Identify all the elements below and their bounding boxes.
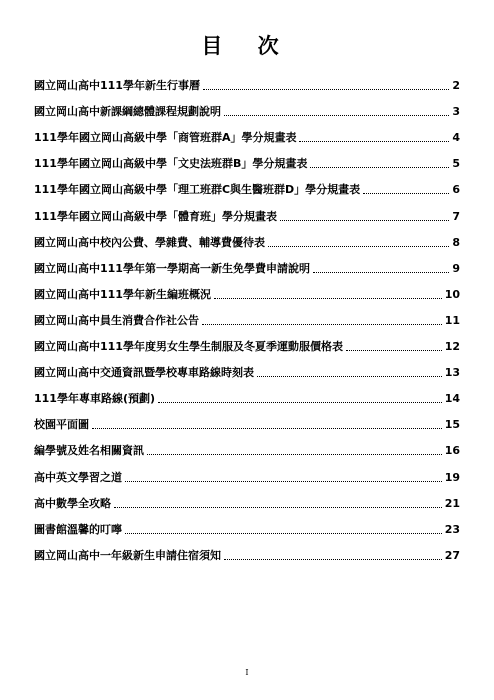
toc-entry[interactable] bbox=[34, 432, 460, 458]
dot-leader bbox=[363, 193, 449, 194]
dot-leader bbox=[147, 454, 442, 455]
toc-entry-label: 國立岡山高中111學年新生行事曆 bbox=[34, 79, 200, 93]
toc-entry[interactable] bbox=[34, 197, 460, 223]
toc-entry-page-number: 2 bbox=[452, 79, 460, 93]
toc-entry-label: 111學年國立岡山高級中學「體育班」學分規畫表 bbox=[34, 209, 277, 223]
toc-entry-label: 國立岡山高中校內公費、學雜費、輔導費優待表 bbox=[34, 235, 265, 249]
dot-leader bbox=[299, 141, 449, 142]
toc-entry-label: 國立岡山高中新課綱總體課程規劃說明 bbox=[34, 105, 221, 119]
toc-entry[interactable] bbox=[34, 458, 460, 484]
toc-entry-page-number: 10 bbox=[444, 287, 460, 301]
dot-leader bbox=[224, 559, 442, 560]
toc-entry-page-number: 27 bbox=[444, 548, 460, 562]
toc-entry[interactable] bbox=[34, 145, 460, 171]
toc-entry[interactable] bbox=[34, 119, 460, 145]
dot-leader bbox=[214, 298, 442, 299]
dot-leader bbox=[268, 246, 449, 247]
toc-entry-page-number: 4 bbox=[452, 131, 460, 145]
toc-entry-page-number: 19 bbox=[444, 470, 460, 484]
toc-entry-label: 國立岡山高中交通資訊暨學校專車路線時刻表 bbox=[34, 366, 254, 380]
toc-entry-page-number: 12 bbox=[444, 340, 460, 354]
toc-entry[interactable] bbox=[34, 276, 460, 302]
toc-entry-label: 111學年國立岡山高級中學「文史法班群B」學分規畫表 bbox=[34, 157, 308, 171]
dot-leader bbox=[310, 167, 449, 168]
toc-entry[interactable] bbox=[34, 302, 460, 328]
dot-leader bbox=[346, 350, 442, 351]
toc-entry-page-number: 9 bbox=[452, 261, 460, 275]
toc-entry-label: 國立岡山高中111學年新生編班概況 bbox=[34, 287, 211, 301]
toc-entry-page-number: 3 bbox=[452, 105, 460, 119]
toc-entry[interactable] bbox=[34, 224, 460, 250]
toc-entry-label: 111學年國立岡山高級中學「理工班群C與生醫班群D」學分規畫表 bbox=[34, 183, 361, 197]
toc-entry-label: 國立岡山高中111學年度男女生學生制服及冬夏季運動服價格表 bbox=[34, 340, 343, 354]
toc-entry-page-number: 21 bbox=[444, 496, 460, 510]
toc-entry[interactable] bbox=[34, 406, 460, 432]
toc-entry[interactable] bbox=[34, 67, 460, 93]
toc-entry-label: 111學年專車路線(預劃) bbox=[34, 392, 156, 406]
toc-entry[interactable] bbox=[34, 537, 460, 563]
toc-entry-page-number: 5 bbox=[452, 157, 460, 171]
toc-entry-label: 圖書館溫馨的叮嚀 bbox=[34, 522, 122, 536]
toc-entry[interactable] bbox=[34, 485, 460, 511]
toc-entry-page-number: 14 bbox=[444, 392, 460, 406]
toc-entry-label: 高中數學全攻略 bbox=[34, 496, 111, 510]
toc-entry-label: 國立岡山高中員生消費合作社公告 bbox=[34, 313, 199, 327]
dot-leader bbox=[203, 89, 449, 90]
toc-entry[interactable] bbox=[34, 250, 460, 276]
dot-leader bbox=[202, 324, 442, 325]
toc-entry-page-number: 6 bbox=[452, 183, 460, 197]
toc-entry-page-number: 11 bbox=[444, 313, 460, 327]
toc-entry[interactable] bbox=[34, 511, 460, 537]
dot-leader bbox=[114, 507, 442, 508]
toc-entry[interactable] bbox=[34, 171, 460, 197]
toc-entry-label: 編學號及姓名相關資訊 bbox=[34, 444, 144, 458]
dot-leader bbox=[92, 428, 442, 429]
page-number-footer: I bbox=[245, 668, 249, 677]
toc-entry-page-number: 8 bbox=[452, 235, 460, 249]
dot-leader bbox=[313, 272, 449, 273]
page-title: 目 次 bbox=[201, 34, 293, 58]
toc-entry-label: 國立岡山高中111學年第一學期高一新生免學費申請說明 bbox=[34, 261, 310, 275]
toc-entry-label: 高中英文學習之道 bbox=[34, 470, 122, 484]
toc-entry-page-number: 15 bbox=[444, 418, 460, 432]
toc-entry[interactable] bbox=[34, 93, 460, 119]
table-of-contents bbox=[34, 67, 460, 563]
toc-entry-page-number: 23 bbox=[444, 522, 460, 536]
toc-entry-label: 國立岡山高中一年級新生申請住宿須知 bbox=[34, 548, 221, 562]
toc-entry-label: 111學年國立岡山高級中學「商管班群A」學分規畫表 bbox=[34, 131, 297, 145]
toc-entry[interactable] bbox=[34, 354, 460, 380]
dot-leader bbox=[125, 481, 442, 482]
toc-entry-page-number: 16 bbox=[444, 444, 460, 458]
toc-entry-page-number: 7 bbox=[452, 209, 460, 223]
toc-entry[interactable] bbox=[34, 328, 460, 354]
dot-leader bbox=[224, 115, 449, 116]
toc-entry-page-number: 13 bbox=[444, 366, 460, 380]
dot-leader bbox=[125, 533, 442, 534]
dot-leader bbox=[257, 376, 442, 377]
toc-entry[interactable] bbox=[34, 380, 460, 406]
toc-entry-label: 校園平面圖 bbox=[34, 418, 89, 432]
dot-leader bbox=[280, 220, 449, 221]
dot-leader bbox=[158, 402, 442, 403]
